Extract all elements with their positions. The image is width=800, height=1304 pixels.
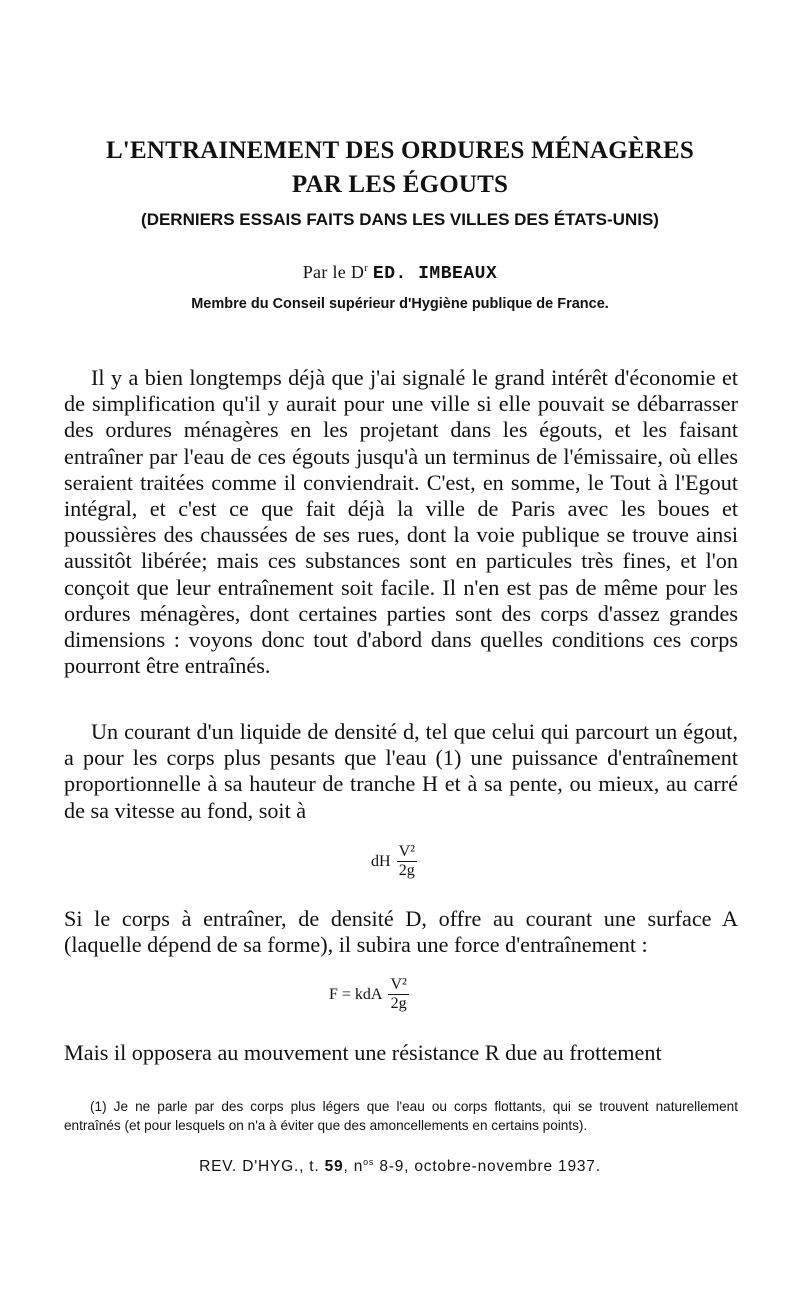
citation-volume: 59	[324, 1158, 344, 1176]
paragraph-4: Mais il opposera au mouvement une résistance R due au frottement	[64, 1040, 662, 1065]
journal-citation: REV. D'HYG., t. 59, $n^{os}$ 8-9, octobre-novembre 1937.	[199, 1157, 601, 1176]
article-title-line-1: L'ENTRAINEMENT DES ORDURES MÉNAGÈRES	[105, 137, 695, 164]
citation-nos-sup: os	[363, 1157, 375, 1167]
formula-1-lhs: dH	[371, 852, 391, 870]
byline-sup: r	[364, 262, 369, 274]
formula-2-fraction	[388, 976, 408, 1013]
citation-journal: REV. D'HYG., t.	[199, 1158, 320, 1176]
formula-2	[329, 976, 409, 1013]
author-name: ED. IMBEAUX	[372, 264, 498, 284]
byline	[0, 262, 800, 284]
formula-2-lhs: F = kdA	[329, 985, 383, 1003]
citation-issue: 8-9, octobre-novembre 1937.	[379, 1158, 601, 1176]
article-title-line-2: PAR LES ÉGOUTS	[291, 171, 509, 198]
footnote: (1) Je ne parle par des corps plus légers que l'eau ou corps flottants, qui se trouvent naturellement entraînés (et pour lesquels on n'a à éviter que des amoncellements en certains points).	[64, 1099, 738, 1133]
formula-1-denominator: 2g	[398, 862, 415, 879]
formula-2-numerator: V²	[390, 976, 407, 993]
byline-prefix: Par le D	[302, 262, 365, 282]
formula-2-denominator: 2g	[390, 995, 407, 1012]
paragraph-2: Un courant d'un liquide de densité d, tel que celui qui parcourt un égout, a pour les corps plus pesants que l'eau (1) une puissance d'entraînement proportionnelle à sa hauteur de tranche H et à sa pente, ou mieux, au carré de sa vitesse au fond, soit à	[64, 719, 738, 823]
citation-nos: n	[353, 1158, 364, 1176]
formula-1	[371, 843, 417, 880]
formula-1-numerator: V²	[398, 843, 415, 860]
formula-1-fraction	[397, 843, 417, 880]
paragraph-1: Il y a bien longtemps déjà que j'ai signalé le grand intérêt d'économie et de simplification qu'il y aurait pour une ville si elle pouvait se débarrasser des ordures ménagères en les projetant dans les égouts, et les faisant entraîner par l'eau de ces égouts jusqu'à un terminus de l'émissaire, où elles seraient traitées comme il conviendrait. C'est, en somme, le Tout à l'Egout intégral, et c'est ce que fait déjà la ville de Paris avec les boues et poussières des chaussées de ses rues, dont la voie publique se trouve ainsi aussitôt libérée; mais ces substances sont en particules très fines, et l'on conçoit que leur entraînement soit facile. Il n'en est pas de même pour les ordures ménagères, dont certaines parties sont des corps d'assez grandes dimensions : voyons donc tout d'abord dans quelles conditions ces corps pourront être entraînés.	[64, 365, 738, 679]
paragraph-3: Si le corps à entraîner, de densité D, offre au courant une surface A (laquelle dépend de sa forme), il subira une force d'entraînement :	[64, 906, 738, 958]
article-subtitle: (DERNIERS ESSAIS FAITS DANS LES VILLES DES ÉTATS-UNIS)	[141, 210, 659, 229]
author-affiliation: Membre du Conseil supérieur d'Hygiène publique de France.	[191, 296, 609, 312]
